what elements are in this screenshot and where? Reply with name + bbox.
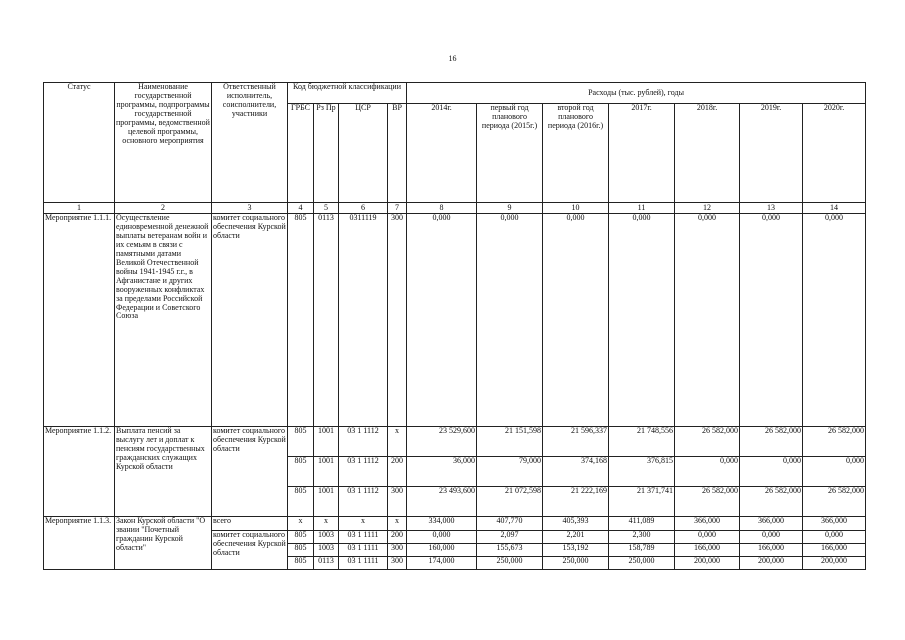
value-2017: 21 748,556 xyxy=(609,427,675,457)
grbs-cell: 805 xyxy=(288,531,314,544)
header-csr: ЦСР xyxy=(339,104,388,203)
vr-cell: 200 xyxy=(388,457,407,487)
vr-cell: 300 xyxy=(388,487,407,517)
value-2016: 21 222,169 xyxy=(543,487,609,517)
value-2020: 26 582,000 xyxy=(803,487,866,517)
value-2020: 366,000 xyxy=(803,517,866,531)
col-num: 6 xyxy=(339,203,388,214)
value-2019: 366,000 xyxy=(740,517,803,531)
vr-cell: 300 xyxy=(388,557,407,570)
value-2017: 0,000 xyxy=(609,214,675,427)
rzpr-cell: 1001 xyxy=(314,457,339,487)
col-num: 11 xyxy=(609,203,675,214)
name-cell: Выплата пенсий за выслугу лет и доплат к пенсиям государственных гражданских служащих Курской области xyxy=(115,427,212,517)
value-2018: 26 582,000 xyxy=(675,427,740,457)
value-2014: 160,000 xyxy=(407,544,477,557)
csr-cell: 03 1 1111 xyxy=(339,544,388,557)
grbs-cell: 805 xyxy=(288,544,314,557)
vr-cell: 200 xyxy=(388,531,407,544)
value-2019: 26 582,000 xyxy=(740,487,803,517)
value-2015: 2,097 xyxy=(477,531,543,544)
rzpr-cell: 1001 xyxy=(314,487,339,517)
value-2016: 405,393 xyxy=(543,517,609,531)
header-rzpr: Рз Пр xyxy=(314,104,339,203)
value-2014: 23 493,600 xyxy=(407,487,477,517)
value-2015: 407,770 xyxy=(477,517,543,531)
value-2015: 0,000 xyxy=(477,214,543,427)
value-2016: 250,000 xyxy=(543,557,609,570)
value-2016: 0,000 xyxy=(543,214,609,427)
col-num: 4 xyxy=(288,203,314,214)
rzpr-cell: 0113 xyxy=(314,214,339,427)
value-2019: 0,000 xyxy=(740,531,803,544)
grbs-cell: 805 xyxy=(288,214,314,427)
responsible-cell: комитет социального обеспечения Курской области xyxy=(212,427,288,517)
budget-table xyxy=(43,82,866,570)
value-2020: 166,000 xyxy=(803,544,866,557)
value-2018: 0,000 xyxy=(675,531,740,544)
value-2015: 250,000 xyxy=(477,557,543,570)
header-2017: 2017г. xyxy=(609,104,675,203)
vr-cell: 300 xyxy=(388,544,407,557)
header-expenses: Расходы (тыс. рублей), годы xyxy=(407,83,866,104)
value-2015: 21 151,598 xyxy=(477,427,543,457)
value-2018: 166,000 xyxy=(675,544,740,557)
value-2016: 153,192 xyxy=(543,544,609,557)
page-number: 16 xyxy=(448,54,457,63)
value-2014: 0,000 xyxy=(407,214,477,427)
value-2018: 26 582,000 xyxy=(675,487,740,517)
rzpr-cell: x xyxy=(314,517,339,531)
csr-cell: x xyxy=(339,517,388,531)
value-2017: 21 371,741 xyxy=(609,487,675,517)
csr-cell: 03 1 1111 xyxy=(339,531,388,544)
csr-cell: 03 1 1112 xyxy=(339,427,388,457)
value-2014: 23 529,600 xyxy=(407,427,477,457)
col-num: 7 xyxy=(388,203,407,214)
value-2015: 79,000 xyxy=(477,457,543,487)
col-num: 1 xyxy=(44,203,115,214)
value-2020: 200,000 xyxy=(803,557,866,570)
value-2015: 155,673 xyxy=(477,544,543,557)
col-num: 10 xyxy=(543,203,609,214)
grbs-cell: x xyxy=(288,517,314,531)
col-num: 2 xyxy=(115,203,212,214)
column-number-row xyxy=(44,203,866,214)
col-num: 3 xyxy=(212,203,288,214)
header-2016: второй год планового периода (2016г.) xyxy=(543,104,609,203)
value-2020: 26 582,000 xyxy=(803,427,866,457)
grbs-cell: 805 xyxy=(288,557,314,570)
value-2016: 21 596,337 xyxy=(543,427,609,457)
header-budget-code: Код бюджетной классификации xyxy=(288,83,407,104)
table-row xyxy=(44,517,866,531)
col-num: 5 xyxy=(314,203,339,214)
header-2018: 2018г. xyxy=(675,104,740,203)
status-cell: Мероприятие 1.1.1. xyxy=(44,214,115,427)
value-2017: 376,815 xyxy=(609,457,675,487)
status-cell: Мероприятие 1.1.2. xyxy=(44,427,115,517)
rzpr-cell: 1001 xyxy=(314,427,339,457)
value-2014: 36,000 xyxy=(407,457,477,487)
value-2018: 0,000 xyxy=(675,457,740,487)
value-2020: 0,000 xyxy=(803,457,866,487)
responsible-cell: комитет социального обеспечения Курской области xyxy=(212,214,288,427)
value-2017: 158,789 xyxy=(609,544,675,557)
value-2014: 174,000 xyxy=(407,557,477,570)
col-num: 14 xyxy=(803,203,866,214)
value-2017: 411,089 xyxy=(609,517,675,531)
rzpr-cell: 1003 xyxy=(314,531,339,544)
status-cell: Мероприятие 1.1.3. xyxy=(44,517,115,570)
col-num: 9 xyxy=(477,203,543,214)
value-2019: 200,000 xyxy=(740,557,803,570)
name-cell: Закон Курской области "О звании "Почетный гражданин Курской области" xyxy=(115,517,212,570)
value-2016: 2,201 xyxy=(543,531,609,544)
col-num: 8 xyxy=(407,203,477,214)
vr-cell: x xyxy=(388,517,407,531)
value-2018: 0,000 xyxy=(675,214,740,427)
grbs-cell: 805 xyxy=(288,427,314,457)
value-2019: 0,000 xyxy=(740,457,803,487)
header-2014: 2014г. xyxy=(407,104,477,203)
value-2018: 366,000 xyxy=(675,517,740,531)
value-2015: 21 072,598 xyxy=(477,487,543,517)
header-2020: 2020г. xyxy=(803,104,866,203)
header-name: Наименование государственной программы, подпрограммы государственной программы, ведомственной целевой программы, основного мероприятия xyxy=(115,83,212,203)
grbs-cell: 805 xyxy=(288,457,314,487)
table-row xyxy=(44,427,866,457)
value-2020: 0,000 xyxy=(803,214,866,427)
header-2019: 2019г. xyxy=(740,104,803,203)
value-2019: 0,000 xyxy=(740,214,803,427)
csr-cell: 03 1 1112 xyxy=(339,487,388,517)
col-num: 13 xyxy=(740,203,803,214)
value-2017: 2,300 xyxy=(609,531,675,544)
rzpr-cell: 1003 xyxy=(314,544,339,557)
value-2019: 26 582,000 xyxy=(740,427,803,457)
value-2017: 250,000 xyxy=(609,557,675,570)
vr-cell: 300 xyxy=(388,214,407,427)
grbs-cell: 805 xyxy=(288,487,314,517)
header-responsible: Ответственный исполнитель, соисполнители, участники xyxy=(212,83,288,203)
name-cell: Осуществление единовременной денежной выплаты ветеранам войн и их семьям в связи с памятными датами Великой Отечественной войны 1941-1945 г.г., в Афганистане и других вооруженных конфликтах за пределами Российской Федерации и Советского Союза xyxy=(115,214,212,427)
value-2014: 334,000 xyxy=(407,517,477,531)
value-2020: 0,000 xyxy=(803,531,866,544)
header-status: Статус xyxy=(44,83,115,203)
vr-cell: x xyxy=(388,427,407,457)
csr-cell: 03 1 1112 xyxy=(339,457,388,487)
header-vr: ВР xyxy=(388,104,407,203)
table-row xyxy=(44,214,866,427)
value-2016: 374,168 xyxy=(543,457,609,487)
csr-cell: 0311119 xyxy=(339,214,388,427)
header-grbs: ГРБС xyxy=(288,104,314,203)
value-2019: 166,000 xyxy=(740,544,803,557)
total-label: всего xyxy=(212,517,288,531)
value-2014: 0,000 xyxy=(407,531,477,544)
responsible-cell: комитет социального обеспечения Курской области xyxy=(212,531,288,570)
value-2018: 200,000 xyxy=(675,557,740,570)
header-2015: первый год планового периода (2015г.) xyxy=(477,104,543,203)
csr-cell: 03 1 1111 xyxy=(339,557,388,570)
col-num: 12 xyxy=(675,203,740,214)
rzpr-cell: 0113 xyxy=(314,557,339,570)
